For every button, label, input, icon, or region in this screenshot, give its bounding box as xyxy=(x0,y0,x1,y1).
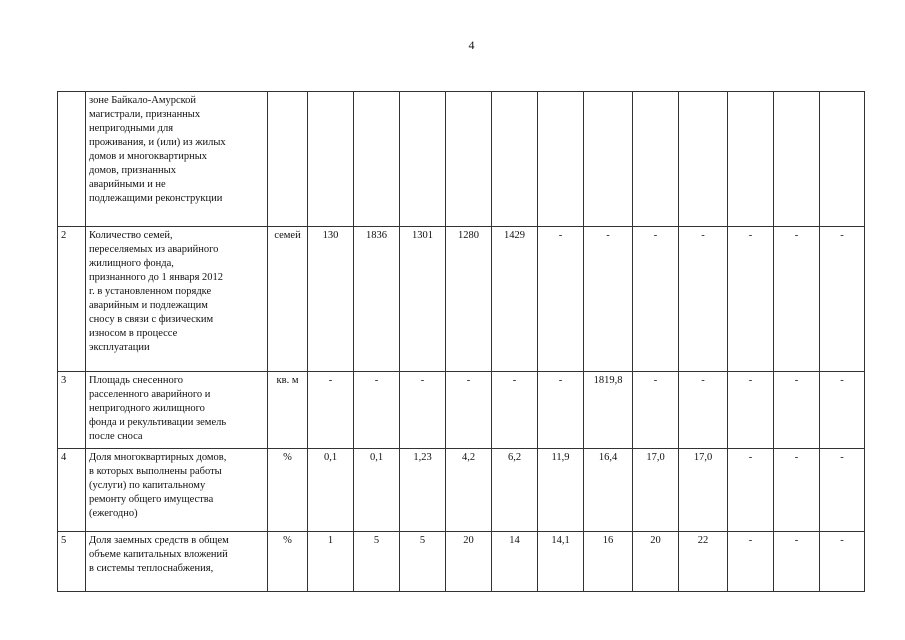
value-cell xyxy=(538,92,584,227)
value-cell: 4,2 xyxy=(446,449,492,532)
value-cell xyxy=(492,92,538,227)
value-cell: - xyxy=(538,372,584,449)
unit-cell: % xyxy=(268,449,308,532)
row-number: 3 xyxy=(58,372,86,449)
value-cell: 1836 xyxy=(354,227,400,372)
table-row xyxy=(58,532,865,592)
row-number: 4 xyxy=(58,449,86,532)
unit-cell: кв. м xyxy=(268,372,308,449)
value-cell xyxy=(354,92,400,227)
value-cell: - xyxy=(728,227,774,372)
indicator-name xyxy=(86,449,268,532)
value-cell: - xyxy=(446,372,492,449)
value-cell xyxy=(308,92,354,227)
value-cell xyxy=(728,92,774,227)
value-cell: 130 xyxy=(308,227,354,372)
value-cell: - xyxy=(774,449,820,532)
value-cell: 5 xyxy=(354,532,400,592)
value-cell: 1280 xyxy=(446,227,492,372)
value-cell: - xyxy=(820,532,865,592)
value-cell xyxy=(446,92,492,227)
table-row xyxy=(58,372,865,449)
value-cell: - xyxy=(820,449,865,532)
page-number: 4 xyxy=(468,38,475,52)
value-cell: - xyxy=(774,227,820,372)
value-cell xyxy=(633,92,679,227)
indicator-name xyxy=(86,372,268,449)
value-cell: 20 xyxy=(633,532,679,592)
value-cell: 0,1 xyxy=(308,449,354,532)
indicator-name-text: Доля заемных средств в общем объеме капитальных вложений в системы теплоснабжения, xyxy=(89,535,229,574)
indicator-name-text: Количество семей, переселяемых из аварийного жилищного фонда, признанного до 1 января 2012 г. в установленном порядке аварийным и подлежащим сносу в связи с физическим износом в процессе эксплуатации xyxy=(89,230,224,353)
value-cell: 1 xyxy=(308,532,354,592)
value-cell: 22 xyxy=(679,532,728,592)
value-cell: - xyxy=(679,372,728,449)
value-cell: 1,23 xyxy=(400,449,446,532)
value-cell: 5 xyxy=(400,532,446,592)
value-cell: 1429 xyxy=(492,227,538,372)
unit-cell xyxy=(268,92,308,227)
indicators-table xyxy=(57,91,865,592)
row-number xyxy=(58,92,86,227)
indicator-name-text: Площадь снесенного расселенного аварийного и непригодного жилищного фонда и рекультивации земель после сноса xyxy=(89,375,227,442)
value-cell: - xyxy=(679,227,728,372)
value-cell: - xyxy=(492,372,538,449)
indicator-name-text: Доля многоквартирных домов, в которых выполнены работы (услуги) по капитальному ремонту общего имущества (ежегодно) xyxy=(89,452,227,519)
value-cell: - xyxy=(633,227,679,372)
value-cell: - xyxy=(820,227,865,372)
value-cell: - xyxy=(400,372,446,449)
row-number: 2 xyxy=(58,227,86,372)
table-row xyxy=(58,92,865,227)
value-cell: 1301 xyxy=(400,227,446,372)
table-row xyxy=(58,227,865,372)
value-cell: 17,0 xyxy=(633,449,679,532)
value-cell: - xyxy=(584,227,633,372)
indicator-name xyxy=(86,532,268,592)
value-cell: 16,4 xyxy=(584,449,633,532)
value-cell: - xyxy=(308,372,354,449)
value-cell: - xyxy=(820,372,865,449)
unit-cell: % xyxy=(268,532,308,592)
value-cell: - xyxy=(774,532,820,592)
value-cell: - xyxy=(728,532,774,592)
value-cell: - xyxy=(728,449,774,532)
indicator-name xyxy=(86,227,268,372)
value-cell: - xyxy=(633,372,679,449)
value-cell: - xyxy=(728,372,774,449)
value-cell: 17,0 xyxy=(679,449,728,532)
value-cell xyxy=(679,92,728,227)
indicator-name xyxy=(86,92,268,227)
value-cell: 20 xyxy=(446,532,492,592)
value-cell xyxy=(774,92,820,227)
value-cell xyxy=(584,92,633,227)
value-cell: - xyxy=(538,227,584,372)
value-cell: 1819,8 xyxy=(584,372,633,449)
value-cell: 14 xyxy=(492,532,538,592)
value-cell: 16 xyxy=(584,532,633,592)
value-cell: - xyxy=(774,372,820,449)
value-cell: 0,1 xyxy=(354,449,400,532)
unit-cell: семей xyxy=(268,227,308,372)
row-number: 5 xyxy=(58,532,86,592)
indicator-name-text: зоне Байкало-Амурской магистрали, признанных непригодными для проживания, и (или) из жилых домов и многоквартирных домов, признанных аварийными и не подлежащими реконструкции xyxy=(89,95,226,204)
value-cell: - xyxy=(354,372,400,449)
value-cell: 14,1 xyxy=(538,532,584,592)
value-cell: 11,9 xyxy=(538,449,584,532)
value-cell xyxy=(820,92,865,227)
table-row xyxy=(58,449,865,532)
value-cell xyxy=(400,92,446,227)
value-cell: 6,2 xyxy=(492,449,538,532)
table-body xyxy=(58,92,865,592)
